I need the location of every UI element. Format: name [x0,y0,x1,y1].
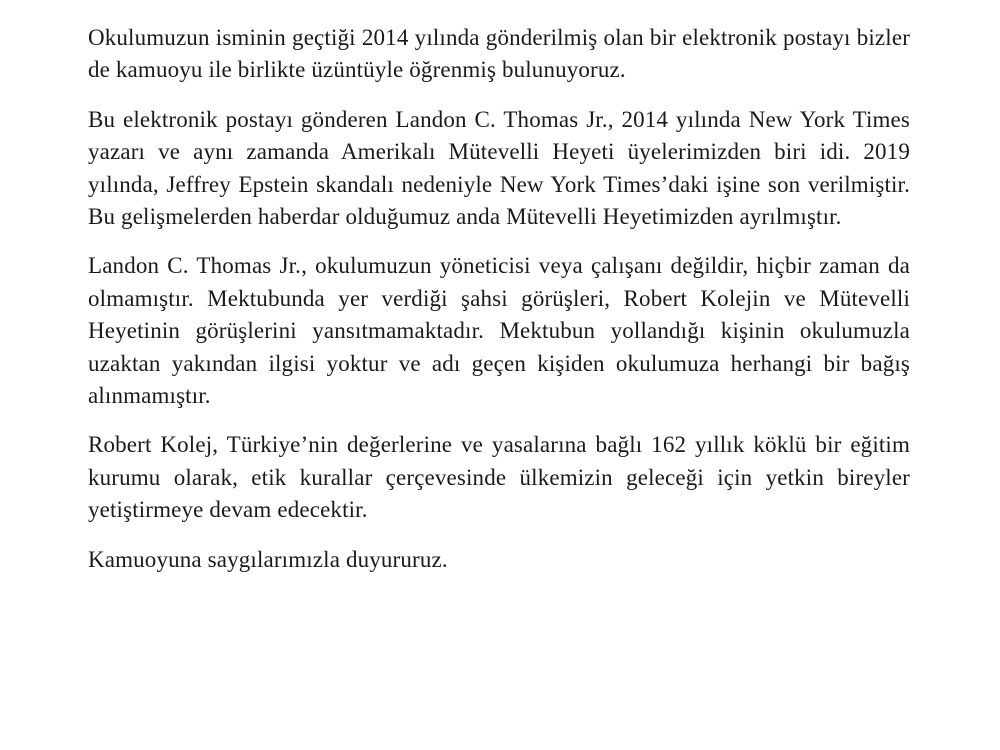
paragraph-closing: Kamuoyuna saygılarımızla duyururuz. [88,546,448,572]
paragraph-disclaimer: Landon C. Thomas Jr., okulumuzun yöneticisi veya çalışanı değildir, hiçbir zaman da olmamıştır. Mektubunda yer verdiği şahsi görüşleri, Robert Kolejin ve Mütevelli Heyetinin görüşlerini yansıtmamaktadır. Mektubun yollandığı kişinin okulumuzla uzaktan yakından ilgisi yoktur ve adı geçen kişiden okulumuza herhangi bir bağış alınmamıştır. [88,253,910,409]
paragraph-email-notice: Okulumuzun isminin geçtiği 2014 yılında gönderilmiş olan bir elektronik postayı bizler de kamuoyu ile birlikte üzüntüyle öğrenmiş bulunuyoruz. [88,25,910,83]
paragraph-school-commitment: Robert Kolej, Türkiye’nin değerlerine ve yasalarına bağlı 162 yıllık köklü bir eğitim kurumu olarak, etik kurallar çerçevesinde ülkemizin geleceği için yetkin bireyler yetiştirmeye devam edecektir. [88,432,910,523]
document-body [88,22,910,576]
paragraph-sender-background: Bu elektronik postayı gönderen Landon C. Thomas Jr., 2014 yılında New York Times yazarı ve aynı zamanda Amerikalı Mütevelli Heyeti üyelerimizden biri idi. 2019 yılında, Jeffrey Epstein skandalı nedeniyle New York Times’daki işine son verilmiştir. Bu gelişmelerden haberdar olduğumuz anda Mütevelli Heyetimizden ayrılmıştır. [88,106,910,230]
